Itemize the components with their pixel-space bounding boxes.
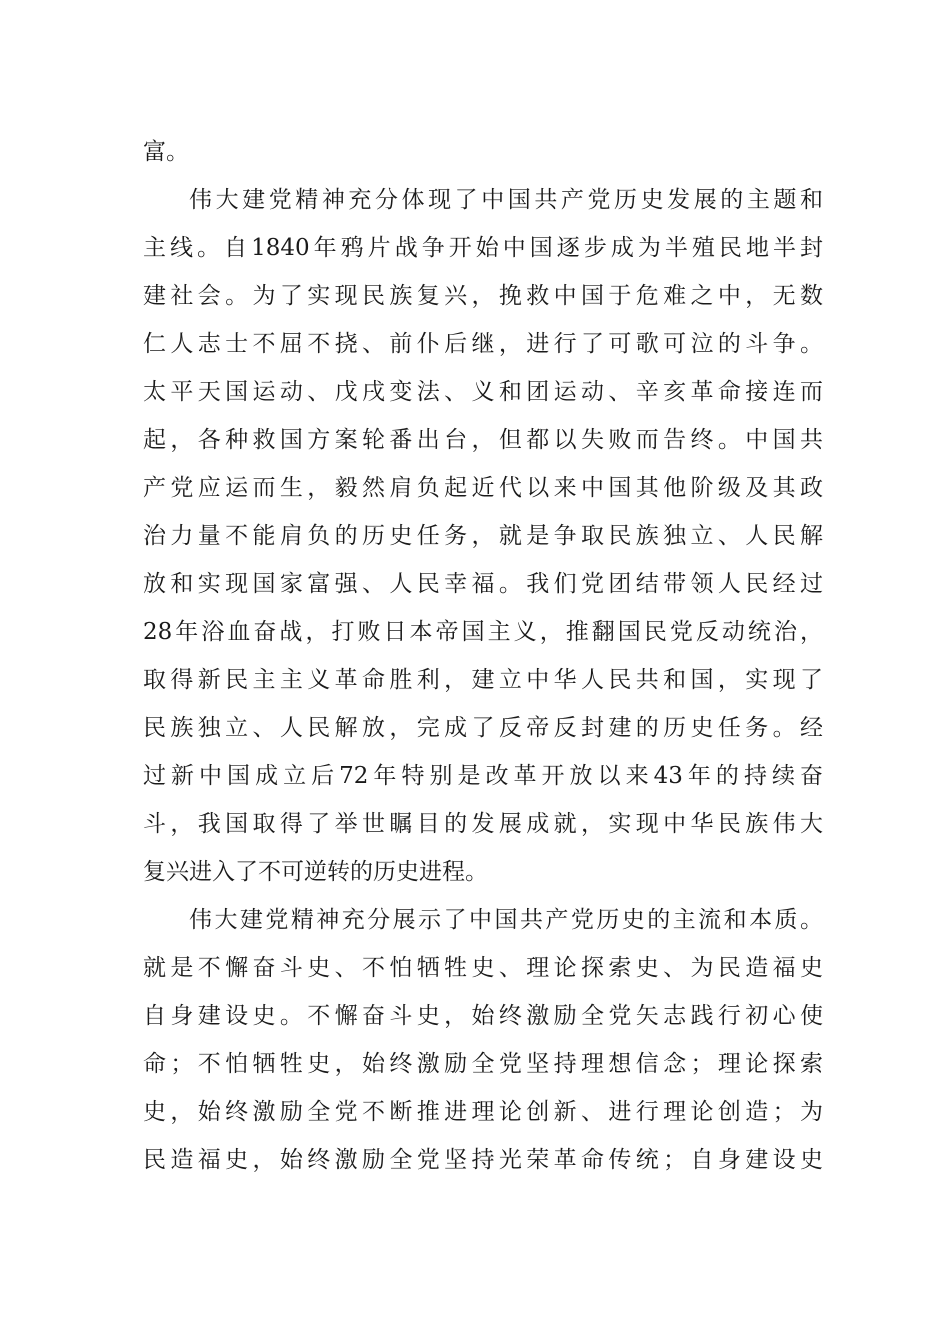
paragraph-line: 就是不懈奋斗史、不怕牺牲史、理论探索史、为民造福史 [143,955,823,981]
paragraph-line: 命；不怕牺牲史，始终激励全党坚持理想信念；理论探索 [143,1051,823,1077]
paragraph-line: 取得新民主主义革命胜利，建立中华人民共和国，实现了 [143,667,823,693]
paragraph-line: 自身建设史。不懈奋斗史，始终激励全党矢志践行初心使 [143,1003,823,1029]
paragraph-line: 斗，我国取得了举世瞩目的发展成就，实现中华民族伟大 [143,811,823,837]
paragraph-first-line: 伟大建党精神充分展示了中国共产党历史的主流和本质。 [189,907,823,933]
paragraph-line: 仁人志士不屈不挠、前仆后继，进行了可歌可泣的斗争。 [143,331,823,357]
paragraph-line: 史，始终激励全党不断推进理论创新、进行理论创造；为 [143,1099,823,1125]
paragraph-line: 过新中国成立后72年特别是改革开放以来43年的持续奋 [143,763,823,789]
paragraph-line: 民族独立、人民解放，完成了反帝反封建的历史任务。经 [143,715,823,741]
paragraph-first-line: 伟大建党精神充分体现了中国共产党历史发展的主题和 [189,187,823,213]
paragraph-line: 富。 [143,139,189,165]
paragraph-line: 放和实现国家富强、人民幸福。我们党团结带领人民经过 [143,571,823,597]
paragraph-line: 起，各种救国方案轮番出台，但都以失败而告终。中国共 [143,427,823,453]
paragraph-line: 主线。自1840年鸦片战争开始中国逐步成为半殖民地半封 [143,235,823,261]
paragraph-line: 太平天国运动、戊戌变法、义和团运动、辛亥革命接连而 [143,379,823,405]
paragraph-line: 28年浴血奋战，打败日本帝国主义，推翻国民党反动统治， [143,619,823,645]
paragraph-line: 民造福史，始终激励全党坚持光荣革命传统；自身建设史 [143,1147,823,1173]
paragraph-line: 治力量不能肩负的历史任务，就是争取民族独立、人民解 [143,523,823,549]
paragraph-line: 建社会。为了实现民族复兴，挽救中国于危难之中，无数 [143,283,823,309]
paragraph-line: 产党应运而生，毅然肩负起近代以来中国其他阶级及其政 [143,475,823,501]
paragraph-line: 复兴进入了不可逆转的历史进程。 [143,859,488,885]
